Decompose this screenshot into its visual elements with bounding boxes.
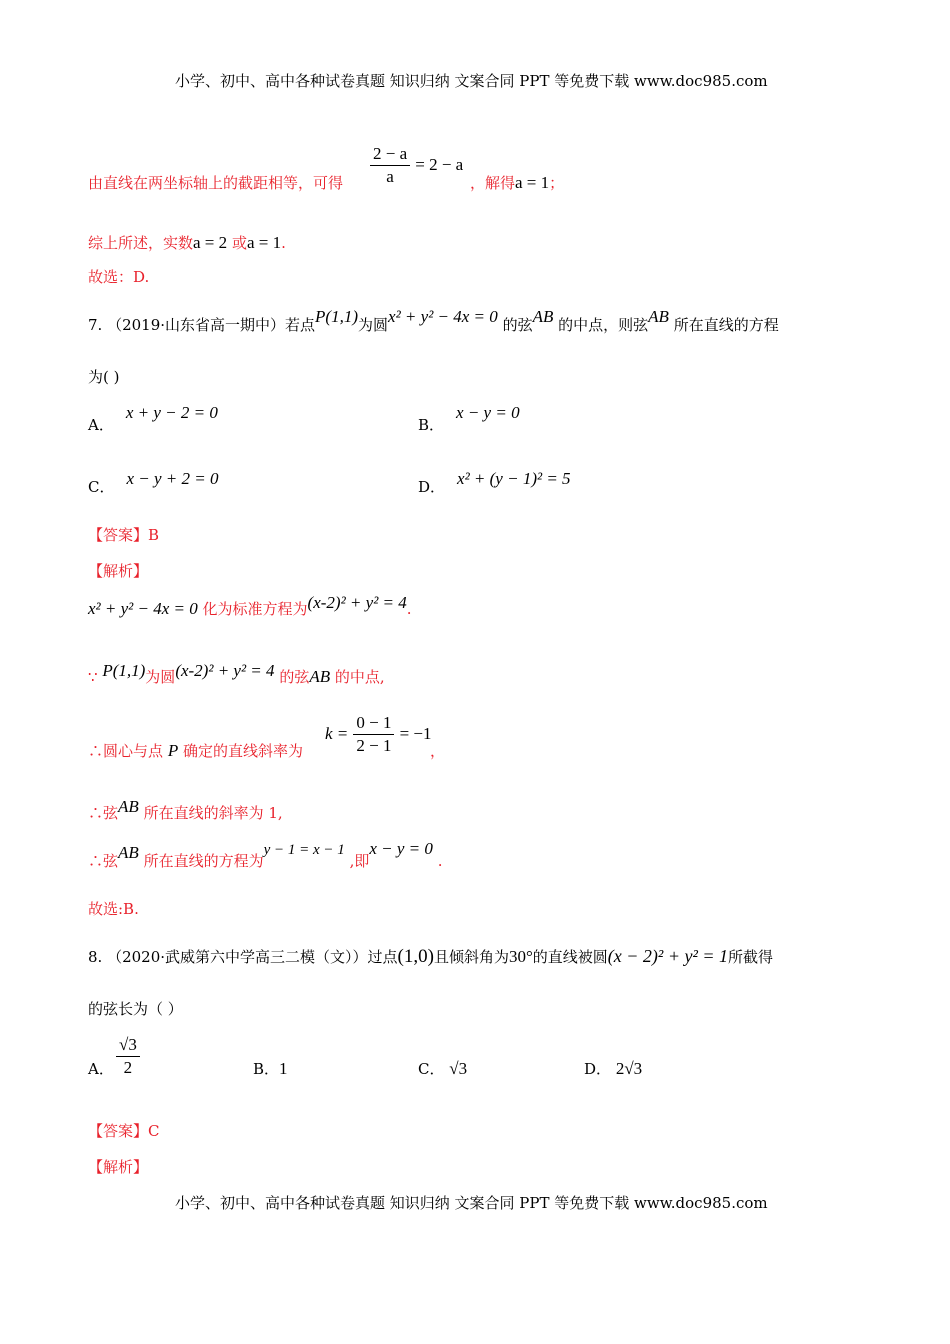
q7-step1 (88, 593, 412, 619)
q7-option-d (418, 469, 571, 497)
q7-opt-a: x + y − 2 = 0 (125, 403, 218, 422)
q7-slope-expr (325, 712, 432, 757)
q8-opt-c: √3 (449, 1059, 468, 1078)
prev-line1-text: 由直线在两坐标轴上的截距相等，可得 (88, 174, 344, 192)
q7-s5-t3: ,即 (349, 852, 370, 870)
q8-analysis-heading: 【解析】 (88, 1158, 149, 1176)
prev-frac-den: a (386, 167, 394, 186)
q7-s2-t2: 的弦 (279, 668, 310, 686)
q7-s3-end: ， (430, 742, 446, 760)
q8-t2: 的直线被圆 (532, 948, 608, 966)
q8-opt-a-fraction (116, 1034, 140, 1079)
q7-t3: 的中点，则弦 (558, 316, 649, 334)
q7-s3-num: 0 − 1 (353, 712, 394, 735)
q7-s4-t1: 弦 (103, 804, 119, 822)
prev-line1-end: ； (549, 174, 565, 192)
q7-analysis-heading: 【解析】 (88, 562, 149, 580)
q7-s5-ab: AB (118, 843, 139, 862)
q8-angle: 30° (508, 947, 533, 966)
q7-opt-c: x − y + 2 = 0 (126, 469, 219, 488)
q7-option-b (418, 403, 520, 435)
prev-line1-solve (470, 172, 564, 193)
q7-s2-t3: 的中点, (334, 668, 385, 686)
q8-answer: 【答案】C (88, 1122, 160, 1140)
q7-s5-t2: 所在直线的方程为 (143, 852, 264, 870)
q7-s2-because: ∵ (88, 668, 98, 686)
q7-s2-p: P(1,1) (102, 661, 146, 680)
q7-t2: 的弦 (502, 316, 533, 334)
q7-stem-line2: 为( ) (88, 368, 120, 386)
q7-s1-end: . (406, 600, 412, 618)
q8-option-c (418, 1058, 467, 1079)
q8-opt-a-label: A． (88, 1060, 114, 1078)
q7-step2 (88, 661, 385, 687)
q8-opt-b-label: B． (253, 1060, 280, 1078)
q8-opt-a-den: 2 (123, 1058, 133, 1077)
q7-opt-c-label: C． (88, 478, 115, 496)
q7-num: 7. (88, 316, 103, 334)
q8-t1: 且倾斜角为 (433, 948, 509, 966)
q8-opt-d: 2√3 (615, 1059, 643, 1078)
q7-opt-b-label: B． (418, 416, 445, 434)
q7-t1: 为圆 (358, 316, 389, 334)
q7-answer: 【答案】B (88, 526, 160, 544)
q8-opt-c-label: C． (418, 1060, 445, 1078)
q7-step3 (88, 740, 303, 761)
q7-s3-k: k = (325, 724, 349, 743)
prev-fraction (370, 143, 463, 188)
q7-s5-t1: 弦 (103, 852, 119, 870)
q7-s4-ab: AB (118, 797, 139, 816)
q7-s5-eq1: y − 1 = x − 1 (263, 842, 345, 858)
q7-s3-res: = −1 (399, 724, 432, 743)
q7-s4-t2: 所在直线的斜率为 1, (143, 804, 283, 822)
q8-t3: 所截得 (728, 948, 774, 966)
q7-s3-t2: 确定的直线斜率为 (182, 742, 303, 760)
q7-s3-p: P (167, 741, 179, 760)
prev-line1-result: a = 1 (515, 173, 550, 192)
q8-source: （2020·武威第六中学高三二模（文））过点 (107, 948, 398, 966)
q7-option-a (88, 403, 218, 435)
q8-stem-line1 (88, 946, 773, 968)
q8-num: 8. (88, 948, 103, 966)
prev-line2-a2: a = 1 (246, 233, 282, 252)
prev-line2-text: 综上所述，实数 (88, 234, 194, 252)
prev-line3: 故选：D. (88, 268, 150, 286)
prev-fraction-expr (370, 143, 410, 188)
q7-s2-ab: AB (309, 667, 331, 686)
prev-line1 (88, 172, 343, 193)
q8-option-a (88, 1058, 114, 1079)
q7-slope-fraction (353, 712, 394, 757)
q8-opt-a-expr (116, 1034, 140, 1079)
q7-s1-text: 化为标准方程为 (202, 600, 308, 618)
prev-frac-num: 2 − a (370, 143, 410, 166)
q8-opt-a-num: √3 (116, 1034, 140, 1057)
q7-ab1: AB (532, 307, 554, 326)
q7-s3-den: 2 − 1 (356, 736, 392, 755)
prev-line2-or: 或 (231, 234, 247, 252)
q7-s2-t1: 为圆 (145, 668, 176, 686)
q7-s1-eq2: (x-2)² + y² = 4 (307, 593, 407, 612)
page-header: 小学、初中、高中各种试卷真题 知识归纳 文案合同 PPT 等免费下载 www.doc985.com (175, 72, 768, 90)
q7-step5 (88, 839, 443, 871)
q7-point: P(1,1) (315, 307, 359, 326)
q8-opt-d-label: D． (584, 1060, 612, 1078)
q7-s5-end: . (437, 852, 443, 870)
q8-opt-b: 1 (279, 1059, 288, 1078)
q8-point: (1,0) (397, 946, 434, 967)
q7-s5-eq2: x − y = 0 (369, 839, 433, 858)
q7-option-c (88, 469, 219, 497)
prev-eq-rest: = 2 − a (415, 155, 464, 174)
q7-final: 故选:B. (88, 900, 139, 918)
q7-opt-a-label: A． (88, 416, 114, 434)
q8-option-d (584, 1058, 642, 1079)
prev-line2-end: . (281, 234, 286, 252)
q7-s3-therefore: ∴ (88, 742, 104, 760)
q7-stem-line1 (88, 307, 779, 335)
q7-step4 (88, 797, 283, 823)
prev-line2-a1: a = 2 (193, 233, 228, 252)
q7-s2-eq: (x-2)² + y² = 4 (175, 661, 275, 680)
q7-s3-t1: 圆心与点 (103, 742, 164, 760)
q7-s1-eq: x² + y² − 4x = 0 (88, 599, 198, 618)
q7-ab2: AB (648, 307, 669, 326)
q7-t4: 所在直线的方程 (673, 316, 779, 334)
prev-line1-mid: ，解得 (470, 174, 516, 192)
q7-opt-d: x² + (y − 1)² = 5 (457, 469, 571, 488)
q7-s4-therefore: ∴ (88, 804, 104, 822)
page-footer: 小学、初中、高中各种试卷真题 知识归纳 文案合同 PPT 等免费下载 www.doc985.com (175, 1194, 768, 1212)
q8-option-b (253, 1058, 288, 1079)
q7-opt-b: x − y = 0 (456, 403, 520, 422)
q8-stem-line2: 的弦长为（ ） (88, 1000, 183, 1018)
q7-s5-therefore: ∴ (88, 852, 104, 870)
q7-source: （2019·山东省高一期中）若点 (107, 316, 316, 334)
prev-line2 (88, 232, 286, 253)
q7-opt-d-label: D． (418, 478, 446, 496)
q8-circle: (x − 2)² + y² = 1 (607, 946, 728, 966)
q7-circle: x² + y² − 4x = 0 (388, 307, 498, 326)
